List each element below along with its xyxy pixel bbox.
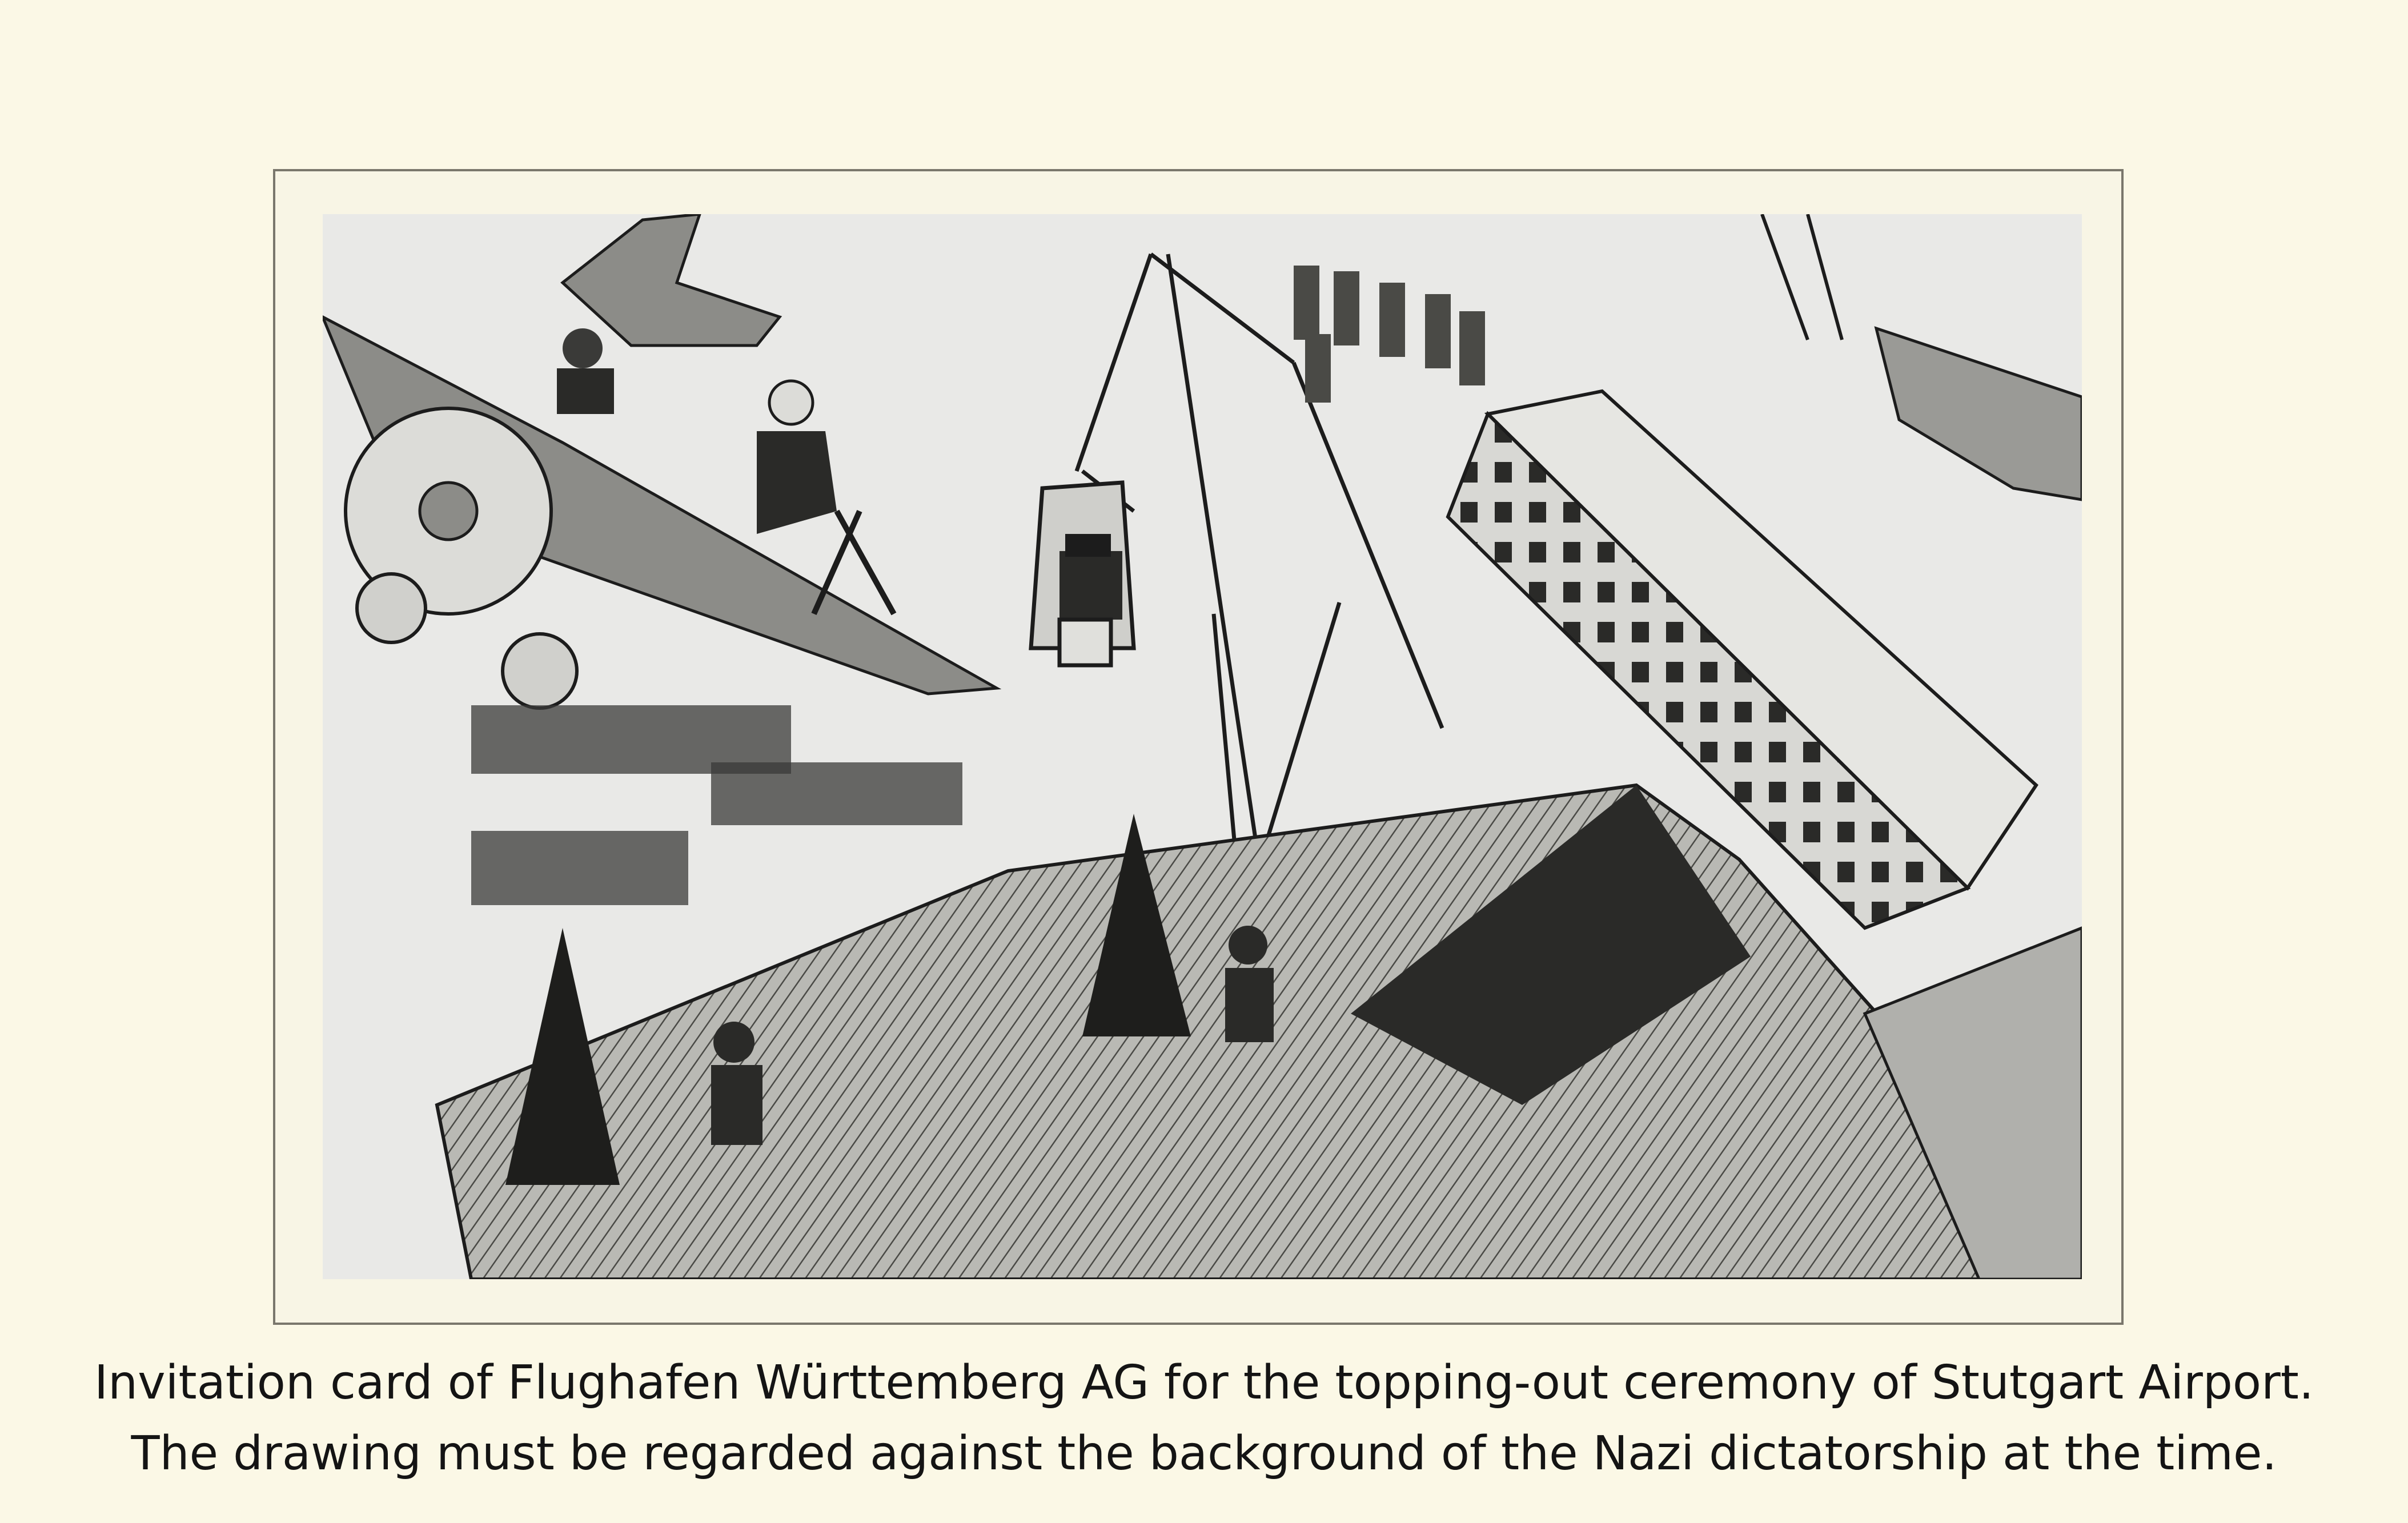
caption-line-2: The drawing must be regarded against the background of the Nazi dictatorship at the time. xyxy=(131,1426,2277,1481)
airplane xyxy=(323,214,997,708)
flags xyxy=(1294,266,1485,403)
illustration-drawing xyxy=(323,214,2082,1279)
caption xyxy=(0,1348,2408,1489)
crowds xyxy=(471,705,962,905)
caption-line-1: Invitation card of Flughafen Württemberg AG for the topping-out ceremony of Stutgart Airport. xyxy=(94,1356,2314,1410)
airport-sketch xyxy=(323,214,2082,1279)
